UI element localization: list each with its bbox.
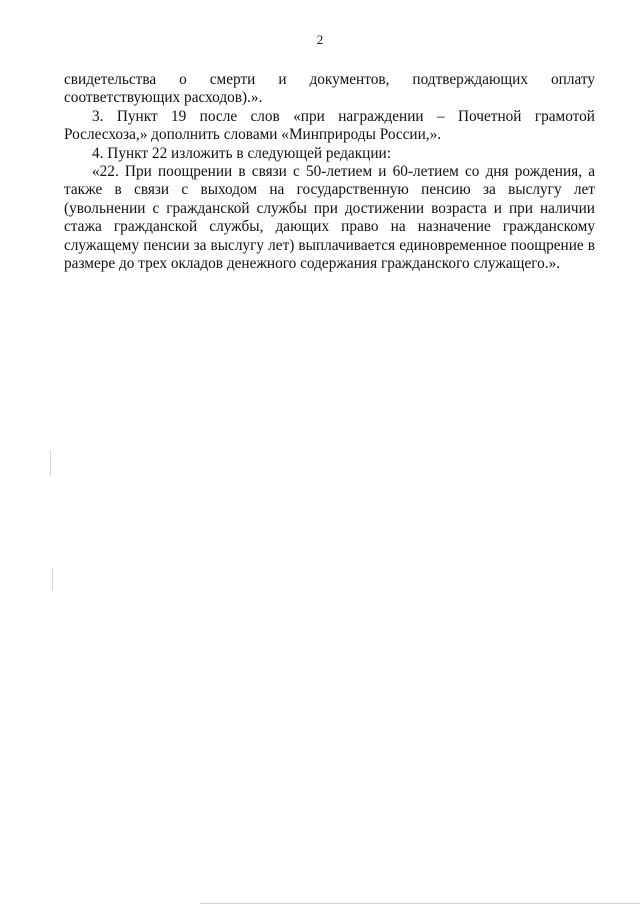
- page-number: 2: [316, 32, 324, 47]
- paragraph-item-22-quote: «22. При поощрении в связи с 50-летием и 60-летием со дня рождения, а также в связи с выходом на государственную пенсию за выслугу лет (увольнении с гражданской службы при достижении возраста и при наличии стажа гражданской службы, дающих право на назначение гражданскому служащему пенсии за выслугу лет) выплачивается единовременное поощрение в размере до трех окладов денежного содержания гражданского служащего.».: [64, 163, 595, 273]
- scan-bottom-edge: [200, 903, 640, 904]
- paragraph-item-4: 4. Пункт 22 изложить в следующей редакции:: [92, 144, 391, 162]
- paragraph-continuation: свидетельства о смерти и документов, подтверждающих оплату соответствующих расходов).».: [64, 71, 595, 107]
- document-body: [64, 71, 595, 273]
- scan-artifact-line: [52, 568, 53, 590]
- scan-artifact-line: [50, 450, 51, 476]
- paragraph-item-3: 3. Пункт 19 после слов «при награждении – Почетной грамотой Рослесхоза,» дополнить словами «Минприроды России,».: [64, 107, 595, 144]
